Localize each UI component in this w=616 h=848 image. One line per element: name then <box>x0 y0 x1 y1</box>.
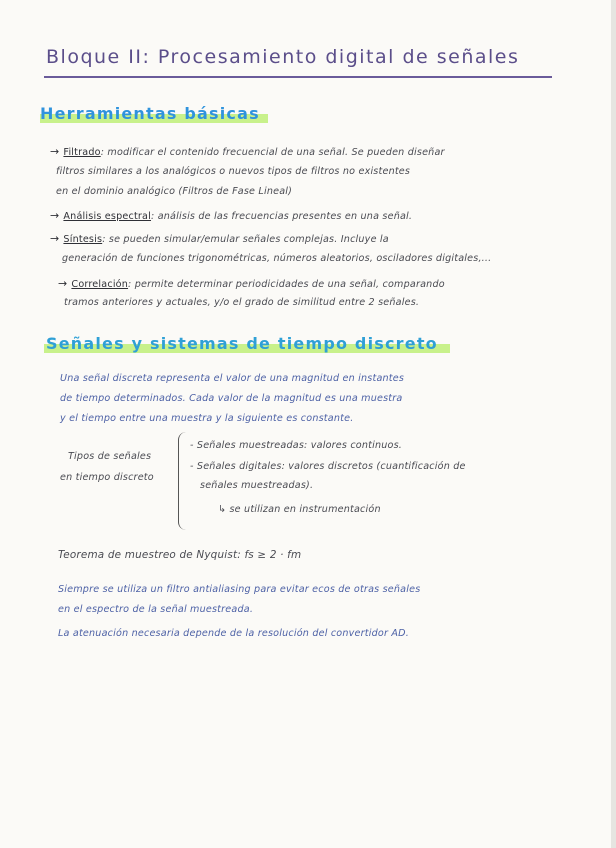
item-term: Análisis espectral <box>63 211 152 222</box>
note-line-2: en el espectro de la señal muestreada. <box>58 604 254 615</box>
intro-line-2: de tiempo determinados. Cada valor de la magnitud es una muestra <box>60 393 403 404</box>
note-line-1: Siempre se utiliza un filtro antialiasing para evitar ecos de otras señales <box>58 584 421 595</box>
type-instrumentacion: ↳ se utilizan en instrumentación <box>218 504 381 515</box>
section-heading-herramientas: Herramientas básicas <box>40 104 260 123</box>
types-label-1: Tipos de señales <box>68 451 152 462</box>
item-correlacion <box>58 277 445 290</box>
arrow-icon: → <box>50 232 60 245</box>
item-text: : se pueden simular/emular señales complejas. Incluye la <box>102 234 389 245</box>
arrow-icon: → <box>50 209 60 222</box>
item-sintesis <box>50 232 389 245</box>
type-muestreadas: - Señales muestreadas: valores continuos. <box>190 440 403 451</box>
nyquist-theorem: Teorema de muestreo de Nyquist: fs ≥ 2 · fm <box>58 549 302 561</box>
item-filtrado-line-2: filtros similares a los analógicos o nuevos tipos de filtros no existentes <box>56 166 411 177</box>
type-digitales-line-2: señales muestreadas). <box>200 480 314 491</box>
item-text: : análisis de las frecuencias presentes en una señal. <box>151 211 413 222</box>
item-filtrado <box>50 145 445 158</box>
title-underline <box>44 76 552 78</box>
item-sintesis-line-2: generación de funciones trigonométricas, números aleatorios, osciladores digitales,... <box>62 253 492 264</box>
item-term: Síntesis <box>63 234 103 245</box>
item-text: : modificar el contenido frecuencial de una señal. Se pueden diseñar <box>100 147 445 158</box>
types-label-2: en tiempo discreto <box>60 472 154 483</box>
item-term: Filtrado <box>63 147 101 158</box>
item-term: Correlación <box>71 279 129 290</box>
arrow-icon: → <box>50 145 60 158</box>
item-analisis-espectral <box>50 209 412 222</box>
item-filtrado-line-3: en el dominio analógico (Filtros de Fase Lineal) <box>56 186 293 197</box>
section-heading-senales-discretas: Señales y sistemas de tiempo discreto <box>46 334 438 353</box>
intro-line-1: Una señal discreta representa el valor de una magnitud en instantes <box>60 373 405 384</box>
page-title: Bloque II: Procesamiento digital de señales <box>46 46 520 68</box>
type-digitales: - Señales digitales: valores discretos (cuantificación de <box>190 461 466 472</box>
item-text: : permite determinar periodicidades de una señal, comparando <box>128 279 445 290</box>
item-correlacion-line-2: tramos anteriores y actuales, y/o el grado de similitud entre 2 señales. <box>64 297 420 308</box>
page-edge <box>611 0 616 848</box>
intro-line-3: y el tiempo entre una muestra y la siguiente es constante. <box>60 413 354 424</box>
brace-icon <box>178 432 187 530</box>
arrow-icon: → <box>58 277 68 290</box>
note-line-3: La atenuación necesaria depende de la resolución del convertidor AD. <box>58 628 409 639</box>
